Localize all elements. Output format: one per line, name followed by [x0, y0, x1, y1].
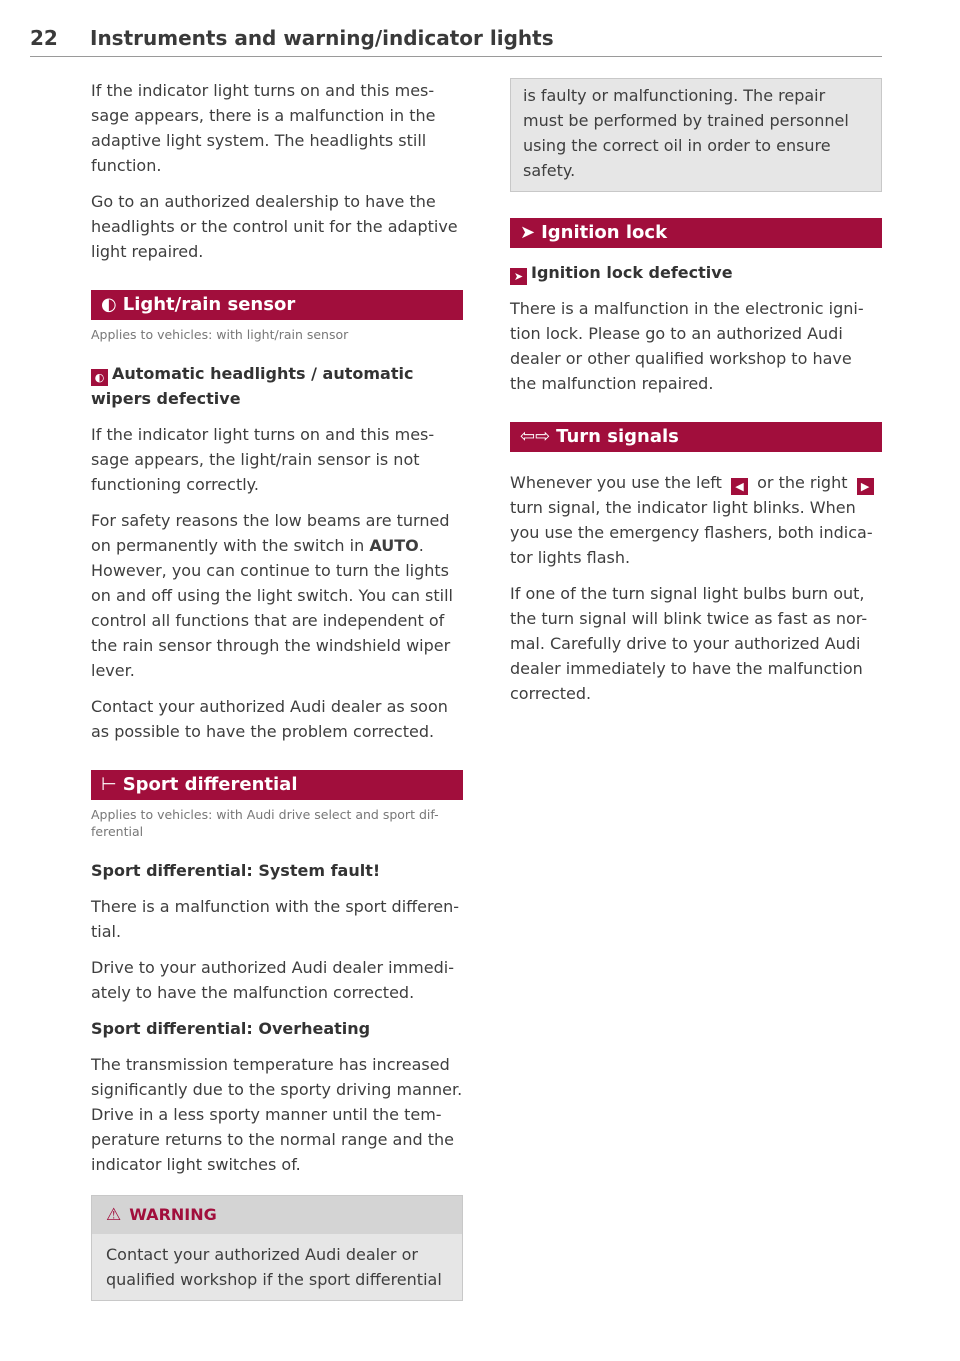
section-heading-sport-diff [91, 770, 463, 800]
paragraph: The transmission temperature has increased significantly due to the sporty driving manner. Drive in a less sporty manner until the tem-perature returns to the normal range and the indicator light switches of. [91, 1055, 463, 1174]
section-title: Sport differential [122, 774, 298, 795]
text: . However, you can continue to turn the lights on and off using the light switch. You can still control all functions that are independent of the rain sensor through the windshield wiper lever. [91, 536, 453, 680]
text: Whenever you use the left [510, 473, 722, 492]
subheading-text: Automatic headlights / automatic wipers defective [91, 364, 414, 408]
right-column [510, 78, 882, 717]
page-number: 22 [30, 26, 58, 50]
warning-text: is faulty or malfunctioning. The repair must be performed by trained personnel using the correct oil in order to ensure safety. [523, 86, 849, 180]
paragraph: There is a malfunction in the electronic igni-tion lock. Please go to an authorized Audi dealer or other qualified workshop to have the malfunction repaired. [510, 299, 864, 393]
paragraph: If one of the turn signal light bulbs burn out, the turn signal will blink twice as fast as nor-mal. Carefully drive to your authorized Audi dealer immediately to have the malfunction corrected. [510, 584, 868, 703]
warning-label: WARNING [129, 1205, 217, 1224]
right-arrow-icon: ▶ [857, 478, 874, 495]
section-title: Turn signals [556, 426, 679, 447]
applies-note: Applies to vehicles: with Audi drive select and sport dif-ferential [91, 807, 439, 839]
subheading-text: Ignition lock defective [531, 263, 733, 282]
page-title: Instruments and warning/indicator lights [90, 26, 554, 50]
ignition-indicator-icon: ➤ [510, 268, 527, 285]
paragraph: Drive to your authorized Audi dealer immedi-ately to have the malfunction corrected. [91, 958, 454, 1002]
warning-triangle-icon: ⚠ [106, 1205, 122, 1225]
warning-box [91, 1195, 463, 1301]
paragraph: There is a malfunction with the sport differen-tial. [91, 897, 459, 941]
warning-box-continued [510, 78, 882, 192]
section-title: Ignition lock [541, 222, 668, 243]
subheading: Sport differential: System fault! [91, 861, 381, 880]
ignition-lock-icon: ➤ [520, 222, 536, 243]
paragraph: If the indicator light turns on and this mes-sage appears, the light/rain sensor is not functioning correctly. [91, 425, 435, 494]
intro-paragraph: If the indicator light turns on and this mes-sage appears, there is a malfunction in the adaptive light system. The headlights still function. [91, 81, 436, 175]
turn-signals-icon: ⇦⇨ [520, 426, 551, 447]
section-heading-ignition [510, 218, 882, 248]
section-heading-turn [510, 422, 882, 452]
text: For safety reasons the low beams are turned on permanently with the switch in [91, 511, 450, 555]
auto-label: AUTO [369, 536, 419, 555]
subheading [91, 361, 463, 411]
subheading: Sport differential: Overheating [91, 1019, 371, 1038]
left-column [91, 78, 463, 1301]
text: or the right [757, 473, 848, 492]
section-heading-light-rain [91, 290, 463, 320]
section-title: Light/rain sensor [122, 294, 296, 315]
applies-note: Applies to vehicles: with light/rain sensor [91, 327, 349, 342]
subheading [510, 260, 882, 285]
left-arrow-icon: ◀ [731, 478, 748, 495]
paragraph [510, 470, 882, 570]
light-rain-indicator-icon: ◐ [91, 369, 108, 386]
warning-text: Contact your authorized Audi dealer or qualified workshop if the sport differential [106, 1245, 442, 1289]
paragraph: Contact your authorized Audi dealer as soon as possible to have the problem corrected. [91, 697, 448, 741]
paragraph [91, 508, 463, 683]
page-header [30, 24, 882, 57]
warning-body [92, 1234, 462, 1300]
sport-differential-icon: ⊢ [101, 774, 117, 795]
warning-header [92, 1196, 462, 1234]
text: turn signal, the indicator light blinks. When you use the emergency flashers, both indica-tor lights flash. [510, 498, 873, 567]
light-rain-sensor-icon: ◐ [101, 294, 117, 315]
intro-paragraph-2: Go to an authorized dealership to have the headlights or the control unit for the adaptive light repaired. [91, 192, 458, 261]
